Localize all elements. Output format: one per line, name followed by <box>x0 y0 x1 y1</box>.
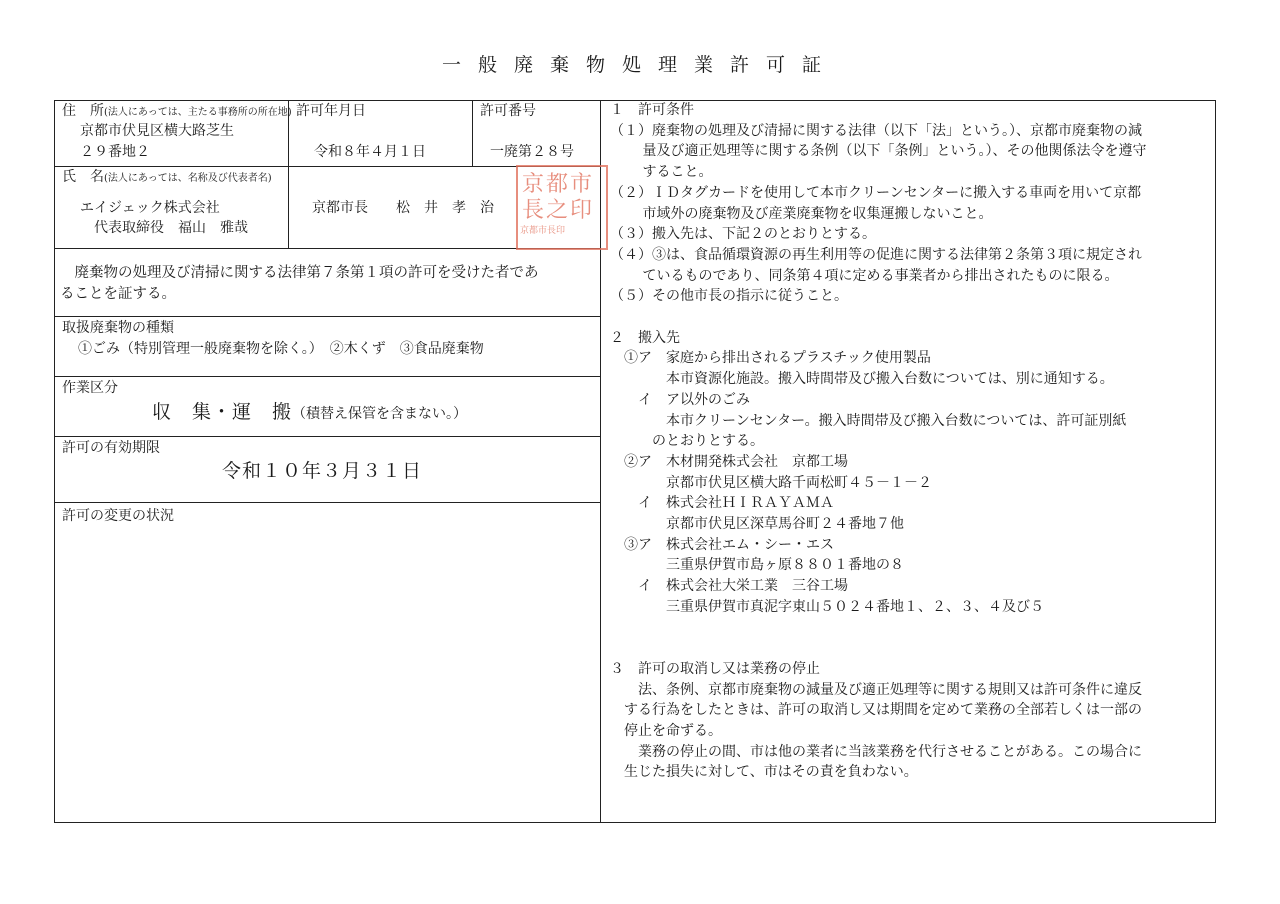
number-label: 許可番号 <box>480 103 536 119</box>
condition-line: ２ 搬入先 <box>610 329 680 346</box>
header-divider <box>288 100 289 248</box>
name-label: 氏 名 <box>62 169 104 185</box>
condition-line: （４）③は、食品循環資源の再生利用等の促進に関する法律第２条第３項に規定され <box>610 246 1142 263</box>
date-label: 許可年月日 <box>296 103 366 119</box>
seal-text-line2: 長之印 <box>522 198 595 223</box>
document-title: 一般廃棄物処理業許可証 <box>441 54 838 76</box>
certify-line1: 廃棄物の処理及び清掃に関する法律第７条第１項の許可を受けた者であ <box>60 265 539 281</box>
waste-type-label: 取扱廃棄物の種類 <box>62 320 174 336</box>
condition-line: ているものであり、同条第４項に定める事業者から排出されたものに限る。 <box>610 267 1119 284</box>
condition-line: ３ 許可の取消し又は業務の停止 <box>610 660 820 677</box>
work-category-note: （積替え保管を含まない。） <box>292 406 468 422</box>
condition-line: ①ア 家庭から排出されるプラスチック使用製品 <box>610 350 931 367</box>
changes-label: 許可の変更の状況 <box>62 508 174 524</box>
condition-line: ③ア 株式会社エム・シー・エス <box>610 536 834 553</box>
condition-line: イ 株式会社ＨＩＲＡＹＡＭＡ <box>610 495 834 512</box>
condition-line: すること。 <box>610 164 713 181</box>
waste-type-value: ①ごみ（特別管理一般廃棄物を除く。） ②木くず ③食品廃棄物 <box>78 341 484 357</box>
condition-line: 三重県伊賀市島ヶ原８８０１番地の８ <box>610 557 904 574</box>
condition-line: 停止を命ずる。 <box>610 723 722 739</box>
row-line <box>54 436 600 437</box>
certify-line2: ることを証する。 <box>60 286 176 302</box>
condition-line: 法、条例、京都市廃棄物の減量及び適正処理等に関する規則又は許可条件に違反 <box>610 681 1142 698</box>
address-label: 住 所 <box>62 103 104 119</box>
date-value: 令和８年４月１日 <box>314 144 426 160</box>
address-label-row <box>62 102 292 122</box>
mayor-signature: 京都市長 松 井 孝 治 <box>312 200 494 216</box>
condition-line: 本市クリーンセンター。搬入時間帯及び搬入台数については、許可証別紙 <box>610 412 1127 429</box>
condition-line: イ 株式会社大栄工業 三谷工場 <box>610 578 848 595</box>
row-line <box>54 502 600 503</box>
condition-line: する行為をしたときは、許可の取消し又は期間を定めて業務の全部若しくは一部の <box>610 702 1142 719</box>
condition-line: イ ア以外のごみ <box>610 391 750 408</box>
address-line2: ２９番地２ <box>80 144 150 160</box>
representative-name: 代表取締役 福山 雅哉 <box>94 220 248 236</box>
validity-value: 令和１０年３月３１日 <box>222 460 423 482</box>
work-category-row <box>152 403 467 423</box>
seal-text-line1: 京都市 <box>522 172 595 197</box>
condition-line: （１）廃棄物の処理及び清掃に関する法律（以下「法」という。）、京都市廃棄物の減 <box>610 122 1142 139</box>
condition-line: 量及び適正処理等に関する条例（以下「条例」という。）、その他関係法令を遵守 <box>610 143 1147 160</box>
validity-label: 許可の有効期限 <box>62 440 160 456</box>
condition-line: （２）ＩＤタグカードを使用して本市クリーンセンターに搬入する車両を用いて京都 <box>610 184 1142 201</box>
row-line <box>54 376 600 377</box>
condition-line: のとおりとする。 <box>610 433 764 450</box>
condition-line: ②ア 木材開発株式会社 京都工場 <box>610 453 848 470</box>
company-name: エイジェック株式会社 <box>80 200 220 216</box>
condition-line: 市域外の廃棄物及び産業廃棄物を収集運搬しないこと。 <box>610 205 993 222</box>
seal-text-line3: 京都市長印 <box>520 226 566 236</box>
condition-line: （５）その他市長の指示に従うこと。 <box>610 288 848 305</box>
condition-line: 京都市伏見区深草馬谷町２４番地７他 <box>610 516 904 532</box>
condition-line: 京都市伏見区横大路千両松町４５－１－２ <box>610 474 932 491</box>
condition-line: （３）搬入先は、下記２のとおりとする。 <box>610 226 876 243</box>
name-label-row <box>62 168 272 188</box>
address-line1: 京都市伏見区横大路芝生 <box>80 123 234 139</box>
number-value: 一廃第２８号 <box>490 144 574 160</box>
address-note: (法人にあっては、主たる事務所の所在地) <box>104 107 292 118</box>
work-category-label: 作業区分 <box>62 380 118 396</box>
name-note: (法人にあっては、名称及び代表者名) <box>104 173 272 184</box>
condition-line: 業務の停止の間、市は他の業者に当該業務を代行させることがある。この場合に <box>610 743 1142 760</box>
work-category-value: 収 集・運 搬 <box>152 401 293 423</box>
condition-line: １ 許可条件 <box>610 102 694 118</box>
condition-line: 三重県伊賀市真泥字東山５０２４番地１、２、３、４及び５ <box>610 598 1044 615</box>
date-number-divider <box>472 100 473 166</box>
condition-line: 本市資源化施設。搬入時間帯及び搬入台数については、別に通知する。 <box>610 371 1114 388</box>
condition-line: 生じた損失に対して、市はその責を負わない。 <box>610 764 918 781</box>
city-seal-stamp <box>516 165 608 250</box>
row-line <box>54 316 600 317</box>
